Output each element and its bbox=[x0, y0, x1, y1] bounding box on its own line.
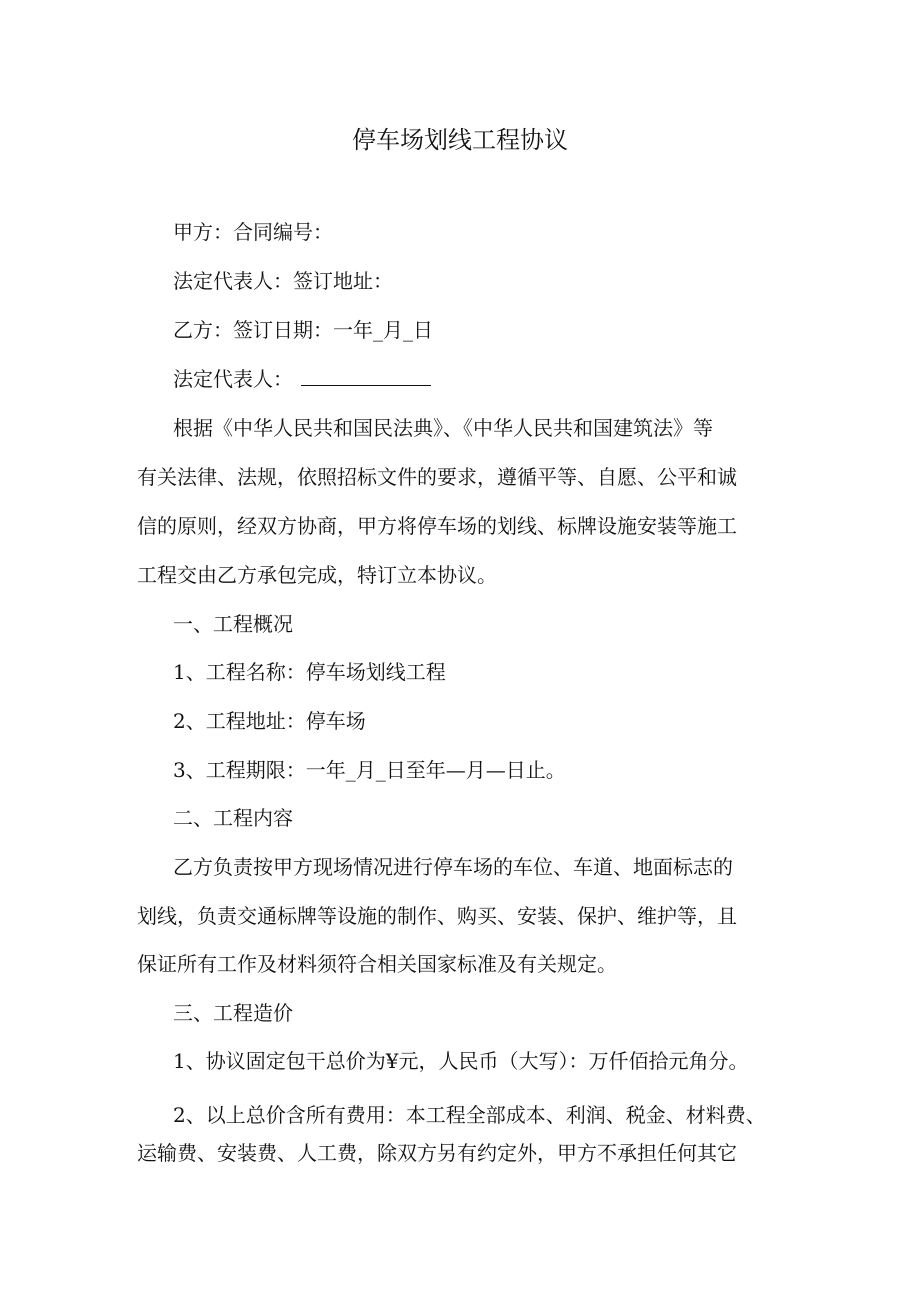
legal-rep-label: 法定代表人： bbox=[173, 367, 293, 391]
intro-line-1: 根据《中华人民共和国民法典》、《中华人民共和国建筑法》等 bbox=[173, 416, 713, 440]
section-2-line-1: 乙方负责按甲方现场情况进行停车场的车位、车道、地面标志的 bbox=[173, 855, 733, 879]
section-3-item-1: 1、协议固定包干总价为¥元，人民币（大写）：万仟佰拾元角分。 bbox=[173, 1049, 749, 1073]
section-2-line-2: 划线，负责交通标牌等设施的制作、购买、安装、保护、维护等，且 bbox=[137, 904, 737, 928]
section-2-heading: 二、工程内容 bbox=[173, 806, 293, 830]
legal-rep-line-2 bbox=[173, 363, 431, 395]
intro-line-3: 信的原则，经双方协商，甲方将停车场的划线、标牌设施安装等施工 bbox=[137, 514, 737, 538]
intro-line-4: 工程交由乙方承包完成，特订立本协议。 bbox=[137, 563, 497, 587]
intro-line-2: 有关法律、法规，依照招标文件的要求，遵循平等、自愿、公平和诚 bbox=[137, 465, 737, 489]
section-1-item-3: 3、工程期限：一年_月_日至年—月—日止。 bbox=[173, 758, 566, 782]
legal-rep-line-1: 法定代表人：签订地址： bbox=[173, 269, 393, 293]
section-2-line-3: 保证所有工作及材料须符合相关国家标准及有关规定。 bbox=[137, 952, 617, 976]
party-a-line: 甲方：合同编号： bbox=[173, 220, 333, 244]
document-title: 停车场划线工程协议 bbox=[352, 126, 568, 154]
section-3-item-2-line-1: 2、以上总价含所有费用：本工程全部成本、利润、税金、材料费、 bbox=[173, 1103, 766, 1127]
section-3-item-2-line-2: 运输费、安装费、人工费，除双方另有约定外，甲方不承担任何其它 bbox=[137, 1141, 737, 1165]
section-1-item-2: 2、工程地址：停车场 bbox=[173, 709, 366, 733]
party-b-line: 乙方：签订日期：一年_月_日 bbox=[173, 318, 433, 342]
section-1-item-1: 1、工程名称：停车场划线工程 bbox=[173, 660, 446, 684]
section-3-heading: 三、工程造价 bbox=[173, 1001, 293, 1025]
signature-blank bbox=[301, 363, 431, 386]
section-1-heading: 一、工程概况 bbox=[173, 612, 293, 636]
